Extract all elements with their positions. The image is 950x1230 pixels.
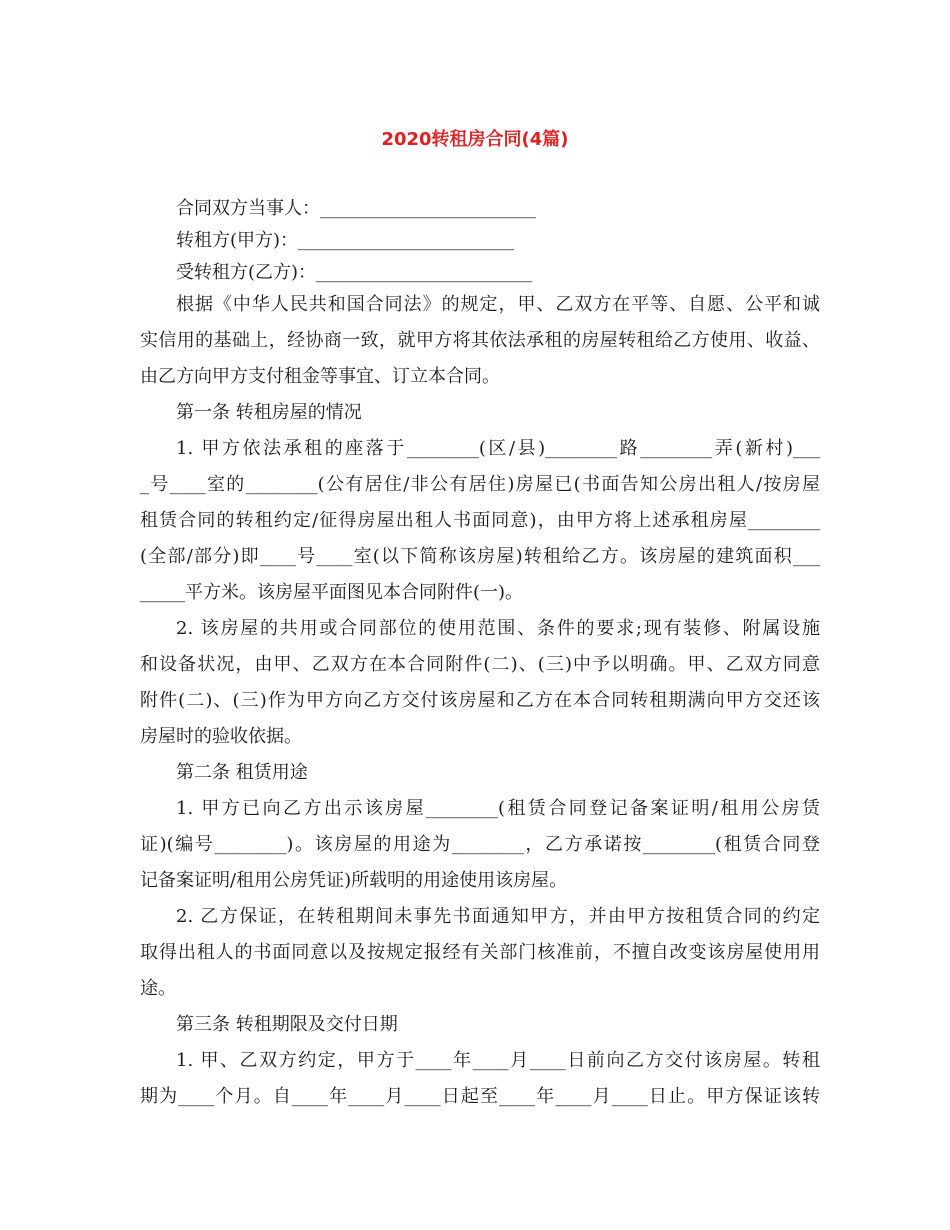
paragraph-line: 租赁合同的转租约定/征得房屋出租人书面同意)，由甲方将上述承租房屋________ xyxy=(140,510,820,531)
paragraph-line: _____平方米。该房屋平面图见本合同附件(一)。 xyxy=(140,582,524,603)
paragraph-line: 2. 该房屋的共用或合同部位的使用范围、条件的要求;现有装修、附属设施 xyxy=(176,618,820,639)
lessor-line: 转租方(甲方)：________________________ xyxy=(176,230,515,251)
paragraph-line: 由乙方向甲方支付租金等事宜、订立本合同。 xyxy=(140,366,500,387)
document-title: 2020转租房合同(4篇) xyxy=(381,129,569,150)
paragraph-line: 记备案证明/租用公房凭证)所载明的用途使用该房屋。 xyxy=(140,870,568,891)
paragraph-line: 根据《中华人民共和国合同法》的规定，甲、乙双方在平等、自愿、公平和诚 xyxy=(176,294,820,315)
paragraph-line: 1. 甲、乙双方约定，甲方于____年____月____日前向乙方交付该房屋。转租 xyxy=(176,1050,820,1071)
paragraph-line: 取得出租人的书面同意以及按规定报经有关部门核准前，不擅自改变该房屋使用用 xyxy=(140,942,820,963)
paragraph-line: (全部/部分)即____号____室(以下简称该房屋)转租给乙方。该房屋的建筑面积___ xyxy=(140,546,820,567)
paragraph-line: 1. 甲方依法承租的座落于________(区/县)________路________弄(新村)___ xyxy=(176,438,820,459)
section-heading: 第一条 转租房屋的情况 xyxy=(176,402,362,423)
section-heading: 第三条 转租期限及交付日期 xyxy=(176,1014,398,1035)
paragraph-line: _号____室的________(公有居住/非公有居住)房屋已(书面告知公房出租人/按房屋 xyxy=(140,474,820,495)
paragraph-line: 1. 甲方已向乙方出示该房屋________(租赁合同登记备案证明/租用公房赁 xyxy=(176,798,820,819)
paragraph-line: 2. 乙方保证，在转租期间未事先书面通知甲方，并由甲方按租赁合同的约定 xyxy=(176,906,820,927)
paragraph-line: 期为____个月。自____年____月____日起至____年____月____日止。甲方保证该转 xyxy=(140,1086,820,1107)
paragraph-line: 证)(编号________)。该房屋的用途为________，乙方承诺按________(租赁合同登 xyxy=(140,834,820,855)
section-heading: 第二条 租赁用途 xyxy=(176,762,308,783)
lessee-line: 受转租方(乙方)：________________________ xyxy=(176,262,533,283)
paragraph-line: 实信用的基础上，经协商一致，就甲方将其依法承租的房屋转租给乙方使用、收益、 xyxy=(140,330,820,351)
party-line: 合同双方当事人：________________________ xyxy=(176,198,536,219)
paragraph-line: 和设备状况，由甲、乙双方在本合同附件(二)、(三)中予以明确。甲、乙双方同意 xyxy=(140,654,820,675)
paragraph-line: 房屋时的验收依据。 xyxy=(140,726,302,747)
paragraph-line: 附件(二)、(三)作为甲方向乙方交付该房屋和乙方在本合同转租期满向甲方交还该 xyxy=(140,690,820,711)
paragraph-line: 途。 xyxy=(140,978,176,999)
